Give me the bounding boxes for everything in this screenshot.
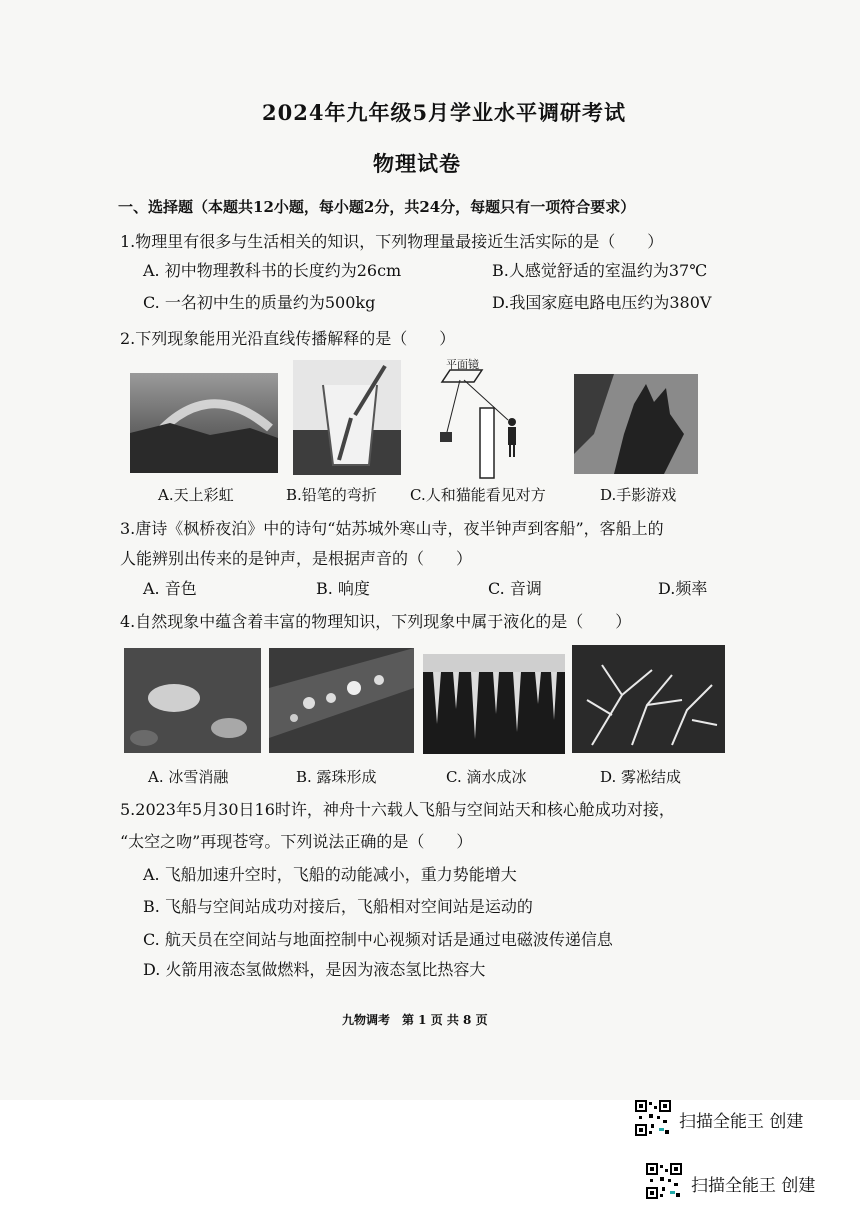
question-4-stem: 4.自然现象中蕴含着丰富的物理知识，下列现象中属于液化的是（ ）: [120, 612, 632, 631]
question-1-stem: 1.物理里有很多与生活相关的知识，下列物理量最接近生活实际的是（ ）: [120, 232, 664, 251]
question-2-stem: 2.下列现象能用光沿直线传播解释的是（ ）: [120, 329, 456, 348]
question-2-caption-d: D.手影游戏: [600, 486, 677, 504]
watermark-text: 扫描全能王 创建: [679, 1112, 804, 1132]
question-3-option-a: A. 音色: [143, 579, 197, 598]
exam-subtitle: 物理试卷: [373, 151, 461, 176]
question-5-option-c: C. 航天员在空间站与地面控制中心视频对话是通过电磁波传递信息: [143, 930, 613, 949]
question-5-option-d: D. 火箭用液态氢做燃料，是因为液态氢比热容大: [143, 960, 486, 979]
question-3-stem-line2: 人能辨别出传来的是钟声，是根据声音的（ ）: [120, 549, 473, 568]
watermark-text: 扫描全能王 创建: [691, 1176, 816, 1196]
question-1-option-b: B.人感觉舒适的室温约为37℃: [492, 261, 708, 280]
mirror-diagram: [432, 368, 532, 480]
question-3-option-b: B. 响度: [316, 579, 370, 598]
question-4-caption-b: B. 露珠形成: [296, 768, 377, 786]
question-4-caption-c: C. 滴水成冰: [446, 768, 527, 786]
dew-drops-photo: [269, 648, 414, 753]
question-2-caption-a: A.天上彩虹: [158, 486, 234, 504]
question-1-option-c: C. 一名初中生的质量约为500kg: [143, 293, 376, 312]
pencil-in-water-photo: [293, 360, 401, 475]
question-2-caption-c: C.人和猫能看见对方: [410, 486, 546, 504]
rime-photo: [572, 645, 725, 753]
question-4-caption-a: A. 冰雪消融: [148, 768, 229, 786]
icicles-photo: [423, 654, 565, 754]
question-5-option-b: B. 飞船与空间站成功对接后，飞船相对空间站是运动的: [143, 897, 533, 916]
section-heading: 一、选择题（本题共12小题，每小题2分，共24分，每题只有一项符合要求）: [118, 198, 636, 216]
question-2-caption-b: B.铅笔的弯折: [286, 486, 377, 504]
question-3-stem-line1: 3.唐诗《枫桥夜泊》中的诗句“姑苏城外寒山寺，夜半钟声到客船”，客船上的: [120, 519, 664, 538]
question-5-stem-line2: “太空之吻”再现苍穹。下列说法正确的是（ ）: [120, 832, 473, 851]
mirror-label: 平面镜: [446, 358, 479, 371]
hand-shadow-photo: [574, 374, 698, 474]
question-5-stem-line1: 5.2023年5月30日16时许，神舟十六载人飞船与空间站天和核心舱成功对接，: [120, 800, 675, 819]
page-footer: 九物调考 第 1 页 共 8 页: [342, 1013, 488, 1027]
rainbow-photo: [130, 373, 278, 473]
question-3-option-c: C. 音调: [488, 579, 542, 598]
qr-code-icon: [635, 1100, 671, 1136]
qr-code-icon: [646, 1163, 682, 1199]
melting-ice-photo: [124, 648, 261, 753]
question-5-option-a: A. 飞船加速升空时，飞船的动能减小，重力势能增大: [143, 865, 517, 884]
question-1-option-d: D.我国家庭电路电压约为380V: [492, 293, 712, 312]
question-4-caption-d: D. 雾凇结成: [600, 768, 682, 786]
question-3-option-d: D.频率: [658, 579, 708, 598]
exam-title: 2024年九年级5月学业水平调研考试: [262, 100, 627, 125]
question-1-option-a: A. 初中物理教科书的长度约为26cm: [143, 261, 402, 280]
